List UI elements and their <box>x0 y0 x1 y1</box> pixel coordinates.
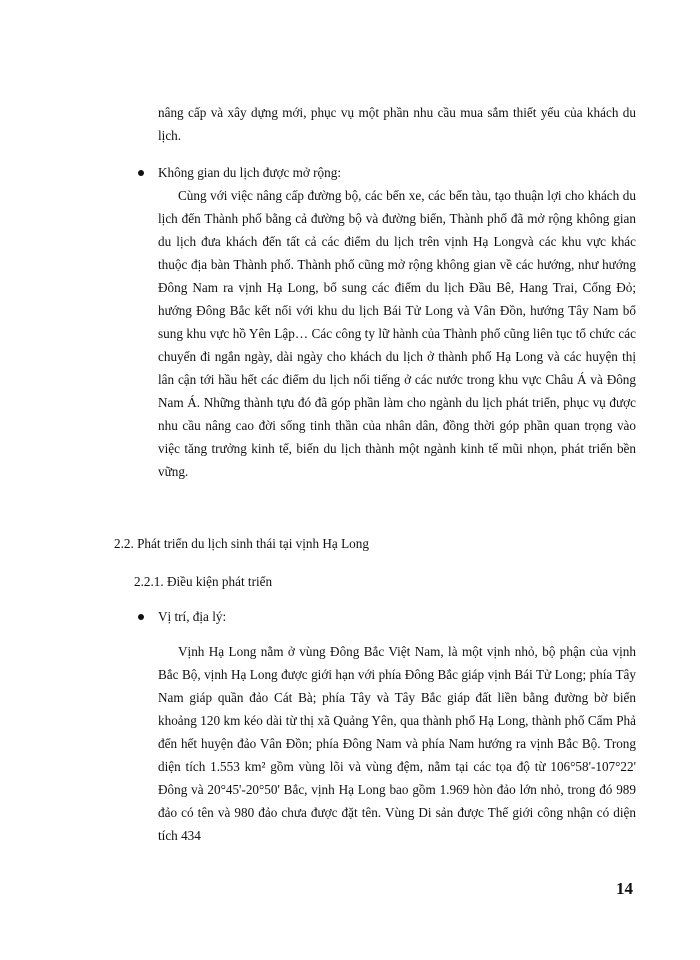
subsection-heading-2-2-1: 2.2.1. Điều kiện phát triển <box>134 574 273 589</box>
bullet-dot-icon <box>138 614 144 620</box>
bullet-location: Vị trí, địa lý: <box>158 609 227 624</box>
bullet-space-expanded: Không gian du lịch được mở rộng: <box>158 165 341 180</box>
paragraph-location: Vịnh Hạ Long nằm ở vùng Đông Bắc Việt Nam, là một vịnh nhỏ, bộ phận của vịnh Bắc Bộ, vịnh Hạ Long được giới hạn với phía Đông Bắc giáp vịnh Bái Tử Long; phía Tây Nam giáp quần đảo Cát Bà; phía Tây và Tây Bắc giáp đất liền bằng đường bờ biển khoảng 120 km kéo dài từ thị xã Quảng Yên, qua thành phố Hạ Long, thành phố Cẩm Phả đến hết huyện đảo Vân Đồn; phía Đông Nam và phía Nam hướng ra vịnh Bắc Bộ. Trong diện tích 1.553 km² gồm vùng lõi và vùng đệm, nằm tại các tọa độ từ 106°58'-107°22' Đông và 20°45'-20°50' Bắc, vịnh Hạ Long bao gồm 1.969 hòn đảo lớn nhỏ, trong đó 989 đảo có tên và 980 đảo chưa được đặt tên. Vùng Di sản được Thế giới công nhận có diện tích 434 <box>158 644 636 843</box>
section-heading-2-2: 2.2. Phát triển du lịch sinh thái tại vịnh Hạ Long <box>114 536 369 551</box>
page-number: 14 <box>616 879 633 898</box>
paragraph-continued: nâng cấp và xây dựng mới, phục vụ một phần nhu cầu mua sắm thiết yếu của khách du lịch. <box>158 105 636 143</box>
bullet-dot-icon <box>138 170 144 176</box>
paragraph-space-expansion: Cùng với việc nâng cấp đường bộ, các bến xe, các bến tàu, tạo thuận lợi cho khách du lịch đến Thành phố bằng cả đường bộ và đường biển, Thành phố đã mở rộng không gian du lịch đưa khách đến tất cả các điểm du lịch trên vịnh Hạ Longvà các khu vực khác thuộc địa bàn Thành phố. Thành phố cũng mở rộng không gian về các hướng, như hướng Đông Nam ra vịnh Hạ Long, bổ sung các điểm du lịch Đầu Bê, Hang Trai, Cống Đỏ; hướng Đông Bắc kết nối với khu du lịch Bái Tử Long và Vân Đồn, hướng Tây Nam bổ sung khu vực hồ Yên Lập… Các công ty lữ hành của Thành phố cũng liên tục tổ chức các chuyến đi ngắn ngày, dài ngày cho khách du lịch ở thành phố Hạ Long và các huyện thị lân cận tới hầu hết các điểm du lịch nổi tiếng ở các nước trong khu vực Châu Á và Đông Nam Á. Những thành tựu đó đã góp phần làm cho ngành du lịch phát triển, phục vụ được nhu cầu nâng cao đời sống tinh thần của nhân dân, đồng thời góp phần quan trọng vào việc tăng trưởng kinh tế, biến du lịch thành một ngành kinh tế mũi nhọn, phát triển bền vững. <box>158 188 636 479</box>
